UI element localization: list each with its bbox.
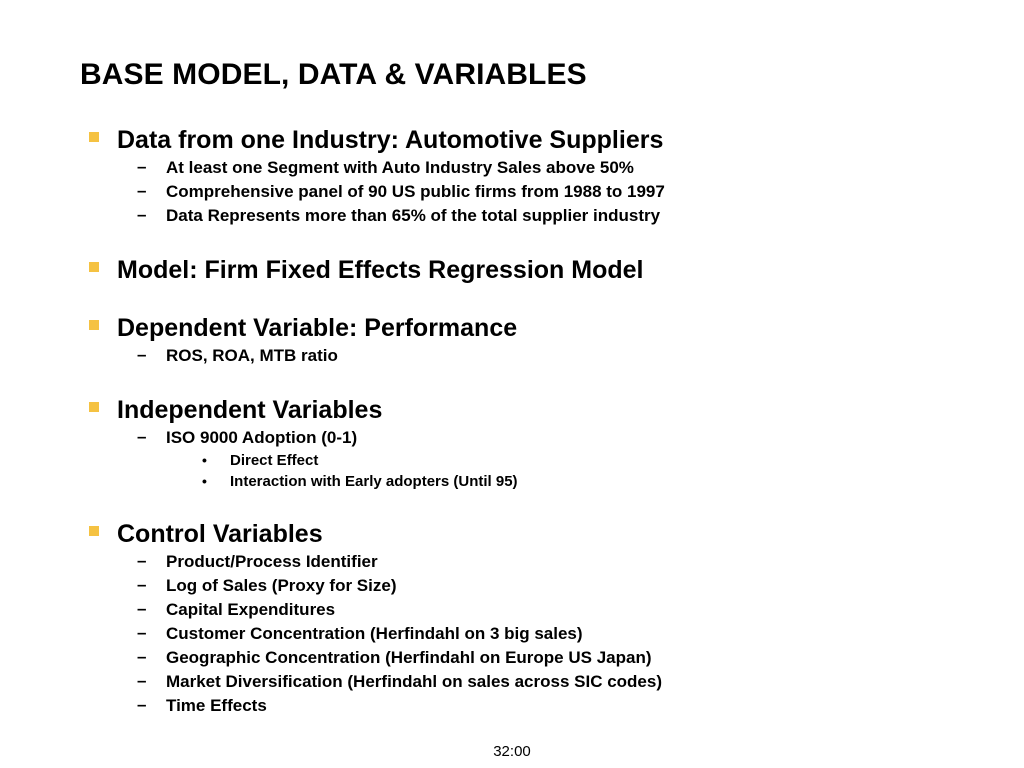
- bullet-independent-variables: [0, 394, 1024, 426]
- sub-item-text: ROS, ROA, MTB ratio: [166, 346, 338, 365]
- dash-icon: –: [137, 623, 147, 642]
- sub-item: [0, 670, 1024, 694]
- bullet-dependent-variable: [0, 312, 1024, 344]
- dash-icon: –: [137, 205, 147, 224]
- square-bullet-icon: [89, 262, 99, 272]
- square-bullet-icon: [89, 526, 99, 536]
- sub-item: [0, 598, 1024, 622]
- sub-sub-item-text: Direct Effect: [230, 452, 319, 469]
- sub-item: [0, 622, 1024, 646]
- sub-item: [0, 180, 1024, 204]
- slide-footer-time: 32:00: [493, 743, 531, 760]
- sub-item-text: At least one Segment with Auto Industry Sales above 50%: [166, 158, 634, 177]
- dot-bullet-icon: •: [202, 452, 207, 468]
- sub-item: [0, 574, 1024, 598]
- dash-icon: –: [137, 671, 147, 690]
- square-bullet-icon: [89, 132, 99, 142]
- dash-icon: –: [137, 345, 147, 364]
- sub-item-text: Market Diversification (Herfindahl on sales across SIC codes): [166, 672, 662, 691]
- sub-item-text: Comprehensive panel of 90 US public firms from 1988 to 1997: [166, 182, 665, 201]
- sub-item-text: Capital Expenditures: [166, 600, 336, 619]
- bullet-text: Dependent Variable: Performance: [117, 314, 518, 342]
- sub-item-text: Time Effects: [166, 696, 267, 715]
- sub-item-text: Product/Process Identifier: [166, 552, 378, 571]
- bullet-control-variables: [0, 518, 1024, 550]
- sub-item: [0, 156, 1024, 180]
- dash-icon: –: [137, 157, 147, 176]
- sub-item: [0, 646, 1024, 670]
- sub-item: [0, 344, 1024, 368]
- bullet-data-source: [0, 124, 1024, 156]
- dash-icon: –: [137, 181, 147, 200]
- sub-item: [0, 694, 1024, 718]
- sub-item: [0, 204, 1024, 228]
- sub-sub-item-text: Interaction with Early adopters (Until 95): [230, 473, 518, 490]
- dot-bullet-icon: •: [202, 473, 207, 489]
- bullet-text: Data from one Industry: Automotive Suppliers: [117, 126, 664, 154]
- dash-icon: –: [137, 695, 147, 714]
- bullet-text: Model: Firm Fixed Effects Regression Model: [117, 256, 644, 284]
- sub-sub-item: [0, 450, 1024, 471]
- dash-icon: –: [137, 551, 147, 570]
- slide-title: BASE MODEL, DATA & VARIABLES: [80, 58, 587, 91]
- square-bullet-icon: [89, 320, 99, 330]
- dash-icon: –: [137, 575, 147, 594]
- sub-item-text: Data Represents more than 65% of the total supplier industry: [166, 206, 661, 225]
- bullet-text: Control Variables: [117, 520, 323, 548]
- dash-icon: –: [137, 427, 147, 446]
- sub-item-text: Geographic Concentration (Herfindahl on Europe US Japan): [166, 648, 652, 667]
- sub-item-text: ISO 9000 Adoption (0-1): [166, 428, 358, 447]
- sub-sub-item: [0, 471, 1024, 492]
- dash-icon: –: [137, 599, 147, 618]
- sub-item-text: Customer Concentration (Herfindahl on 3 big sales): [166, 624, 583, 643]
- slide-content: [0, 124, 1024, 718]
- sub-item: [0, 550, 1024, 574]
- dash-icon: –: [137, 647, 147, 666]
- bullet-model: [0, 254, 1024, 286]
- sub-item: [0, 426, 1024, 450]
- sub-item-text: Log of Sales (Proxy for Size): [166, 576, 397, 595]
- square-bullet-icon: [89, 402, 99, 412]
- bullet-text: Independent Variables: [117, 396, 383, 424]
